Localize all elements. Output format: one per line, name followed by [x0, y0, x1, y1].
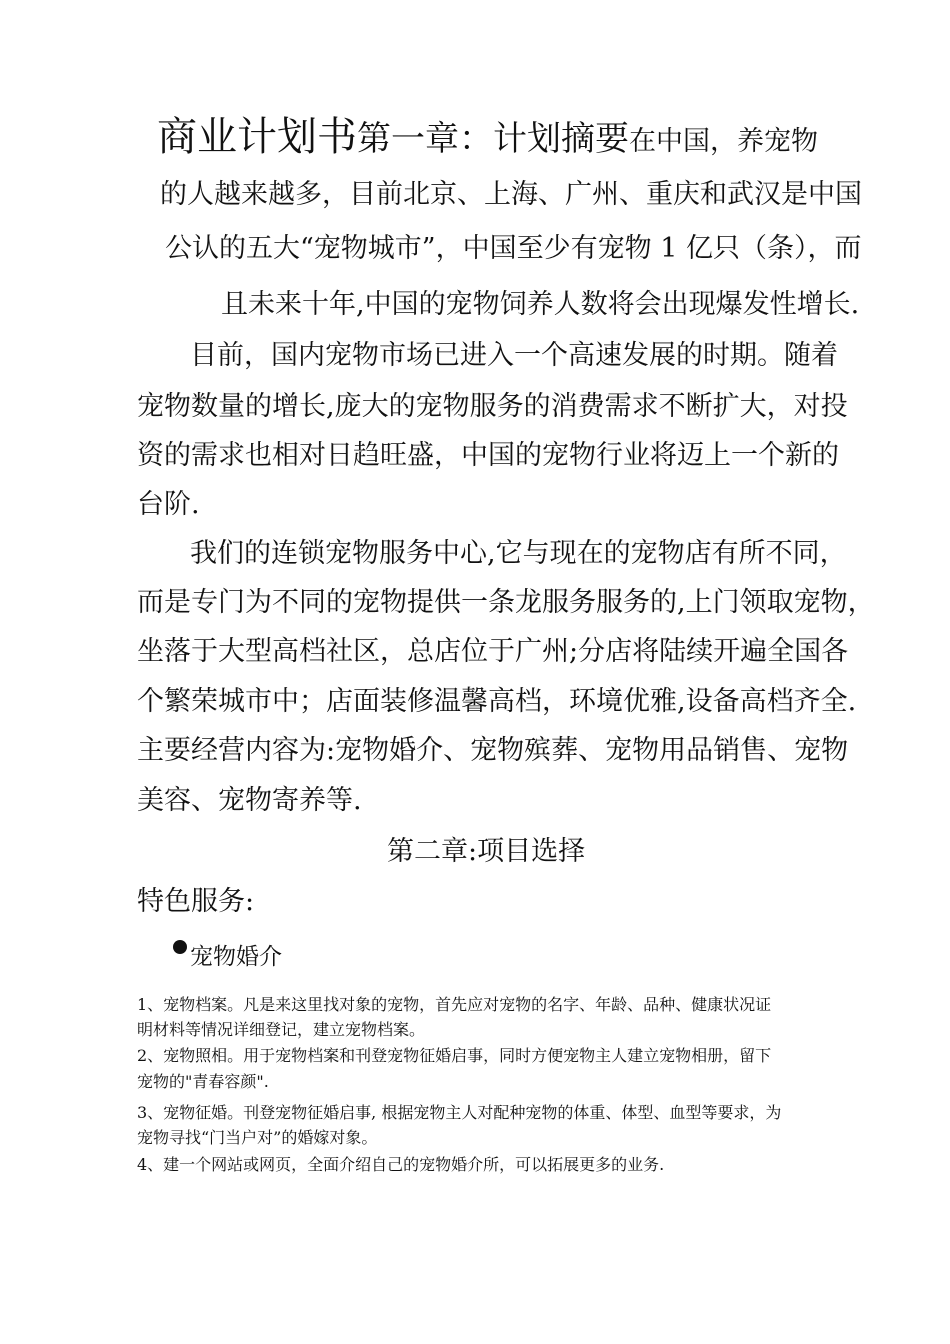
para3-line-5: 主要经营内容为:宠物婚介、宠物殡葬、宠物用品销售、宠物 — [137, 735, 849, 766]
item-2-line-2: 宠物的"青春容颜". — [137, 1072, 269, 1091]
chapter2-heading: 第二章:项目选择 — [387, 836, 586, 867]
item-4-line-1: 4、建一个网站或网页，全面介绍自己的宠物婚介所，可以拓展更多的业务. — [137, 1155, 665, 1174]
bullet-label: 宠物婚介 — [190, 944, 282, 970]
intro-line-2: 的人越来越多，目前北京、上海、广州、重庆和武汉是中国 — [160, 179, 862, 210]
item-2-line-1: 2、宠物照相。用于宠物档案和刊登宠物征婚启事，同时方便宠物主人建立宠物相册，留下 — [137, 1046, 772, 1065]
intro-line-1 — [157, 114, 818, 160]
para3-line-2: 而是专门为不同的宠物提供一条龙服务服务的,上门领取宠物， — [137, 587, 875, 618]
para3-line-6: 美容、宠物寄养等. — [137, 785, 362, 816]
item-3-line-2: 宠物寻找“门当户对”的婚嫁对象。 — [137, 1128, 378, 1147]
para2-line-1: 目前，国内宠物市场已进入一个高速发展的时期。随着 — [190, 340, 838, 371]
para2-line-2: 宠物数量的增长,庞大的宠物服务的消费需求不断扩大，对投 — [137, 391, 848, 422]
intro-line-3: 公认的五大“宠物城市”，中国至少有宠物 1 亿只（条），而 — [165, 233, 862, 264]
document-title: 商业计划书 — [157, 114, 357, 160]
para3-line-1: 我们的连锁宠物服务中心,它与现在的宠物店有所不同， — [190, 538, 847, 569]
chapter1-heading: 第一章：计划摘要 — [357, 119, 629, 159]
para2-line-3: 资的需求也相对日趋旺盛，中国的宠物行业将迈上一个新的 — [137, 440, 839, 471]
features-heading: 特色服务: — [137, 886, 255, 917]
item-1-line-2: 明材料等情况详细登记，建立宠物档案。 — [137, 1020, 426, 1039]
item-3-line-1: 3、宠物征婚。刊登宠物征婚启事, 根据宠物主人对配种宠物的体重、体型、血型等要求，为 — [137, 1103, 782, 1122]
para3-line-4: 个繁荣城市中；店面装修温馨高档，环境优雅,设备高档齐全. — [137, 686, 857, 717]
intro-line-1-tail: 在中国，养宠物 — [629, 126, 818, 157]
para3-line-3: 坐落于大型高档社区，总店位于广州;分店将陆续开遍全国各 — [137, 636, 849, 667]
para2-line-4: 台阶. — [137, 489, 200, 520]
item-1-line-1: 1、宠物档案。凡是来这里找对象的宠物，首先应对宠物的名字、年龄、品种、健康状况证 — [137, 995, 772, 1014]
intro-line-4: 且未来十年,中国的宠物饲养人数将会出现爆发性增长. — [221, 289, 860, 320]
bullet-dot-icon — [173, 940, 187, 954]
